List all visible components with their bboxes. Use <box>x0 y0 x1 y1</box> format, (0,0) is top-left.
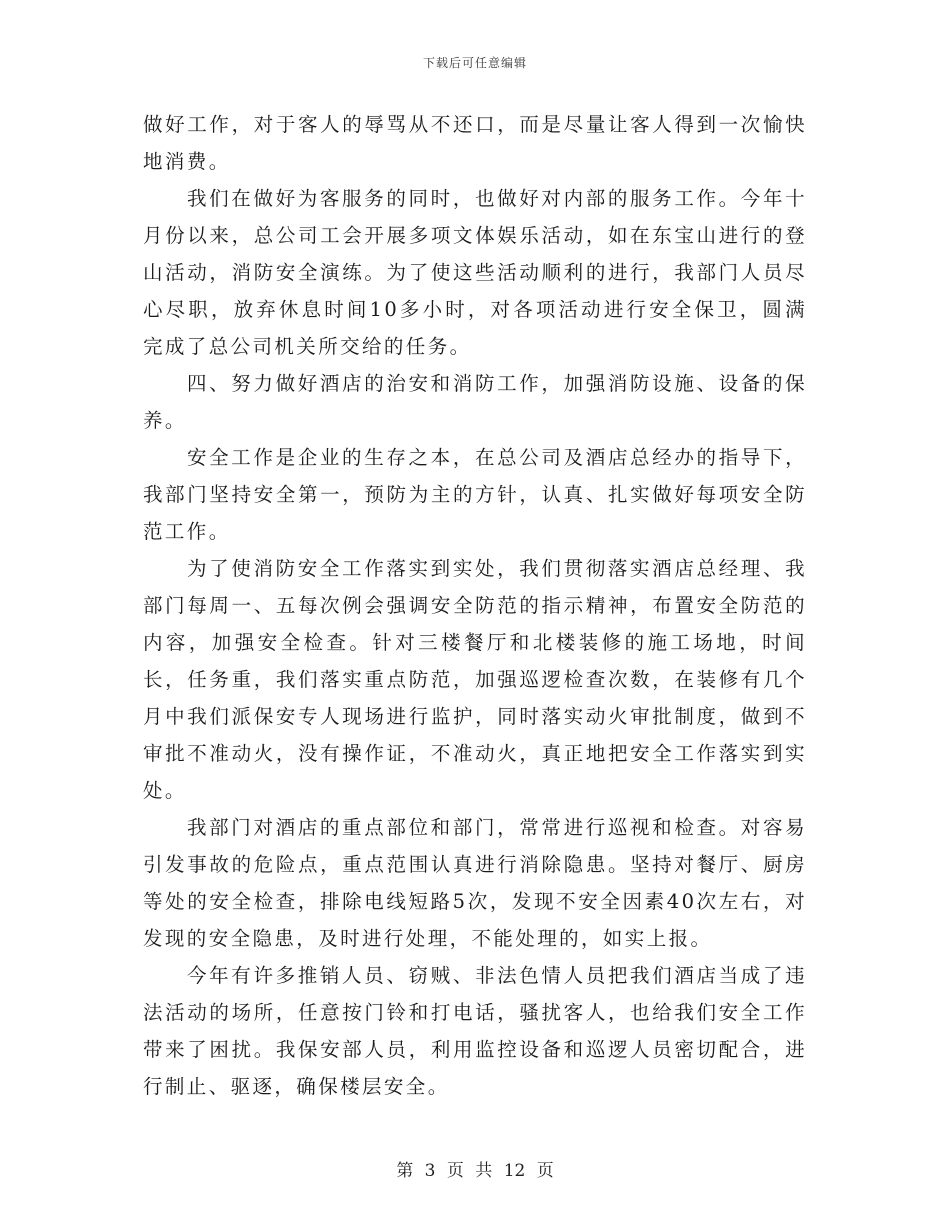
footer-total-pages: 12 <box>503 1161 526 1181</box>
paragraph-5: 为了使消防安全工作落实到实处，我们贯彻落实酒店总经理、我部门每周一、五每次例会强调安全防范的指示精神，布置安全防范的内容，加强安全检查。针对三楼餐厅和北楼装修的施工场地，时间长，任务重，我们落实重点防范，加强巡逻检查次数，在装修有几个月中我们派保安专人现场进行监护，同时落实动火审批制度，做到不审批不准动火，没有操作证，不准动火，真正地把安全工作落实到实处。 <box>143 557 807 802</box>
page-footer <box>0 1156 950 1181</box>
footer-current-page: 3 <box>424 1161 436 1181</box>
footer-total-word: 共 <box>475 1161 493 1181</box>
paragraph-6: 我部门对酒店的重点部位和部门，常常进行巡视和检查。对容易引发事故的危险点，重点范围认真进行消除隐患。坚持对餐厅、厨房等处的安全检查，排除电线短路5次，发现不安全因素40次左右，对发现的安全隐患，及时进行处理，不能处理的，如实上报。 <box>143 816 807 950</box>
footer-page-word: 页 <box>446 1161 464 1181</box>
document-body <box>143 106 807 1105</box>
paragraph-7: 今年有许多推销人员、窃贼、非法色情人员把我们酒店当成了违法活动的场所，任意按门铃和打电话，骚扰客人，也给我们安全工作带来了困扰。我保安部人员，利用监控设备和巡逻人员密切配合，进行制止、驱逐，确保楼层安全。 <box>143 964 807 1098</box>
paragraph-3-section-heading: 四、努力做好酒店的治安和消防工作，加强消防设施、设备的保养。 <box>143 372 807 432</box>
header-note: 下载后可任意编辑 <box>422 56 527 70</box>
paragraph-4: 安全工作是企业的生存之本，在总公司及酒店总经办的指导下，我部门坚持安全第一，预防为主的方针，认真、扎实做好每项安全防范工作。 <box>143 446 807 543</box>
footer-prefix: 第 <box>396 1161 414 1181</box>
paragraph-2: 我们在做好为客服务的同时，也做好对内部的服务工作。今年十月份以来，总公司工会开展多项文体娱乐活动，如在东宝山进行的登山活动，消防安全演练。为了使这些活动顺利的进行，我部门人员尽心尽职，放弃休息时间10多小时，对各项活动进行安全保卫，圆满完成了总公司机关所交给的任务。 <box>143 187 807 358</box>
footer-suffix: 页 <box>536 1161 554 1181</box>
paragraph-1: 做好工作，对于客人的辱骂从不还口，而是尽量让客人得到一次愉快地消费。 <box>143 113 807 173</box>
